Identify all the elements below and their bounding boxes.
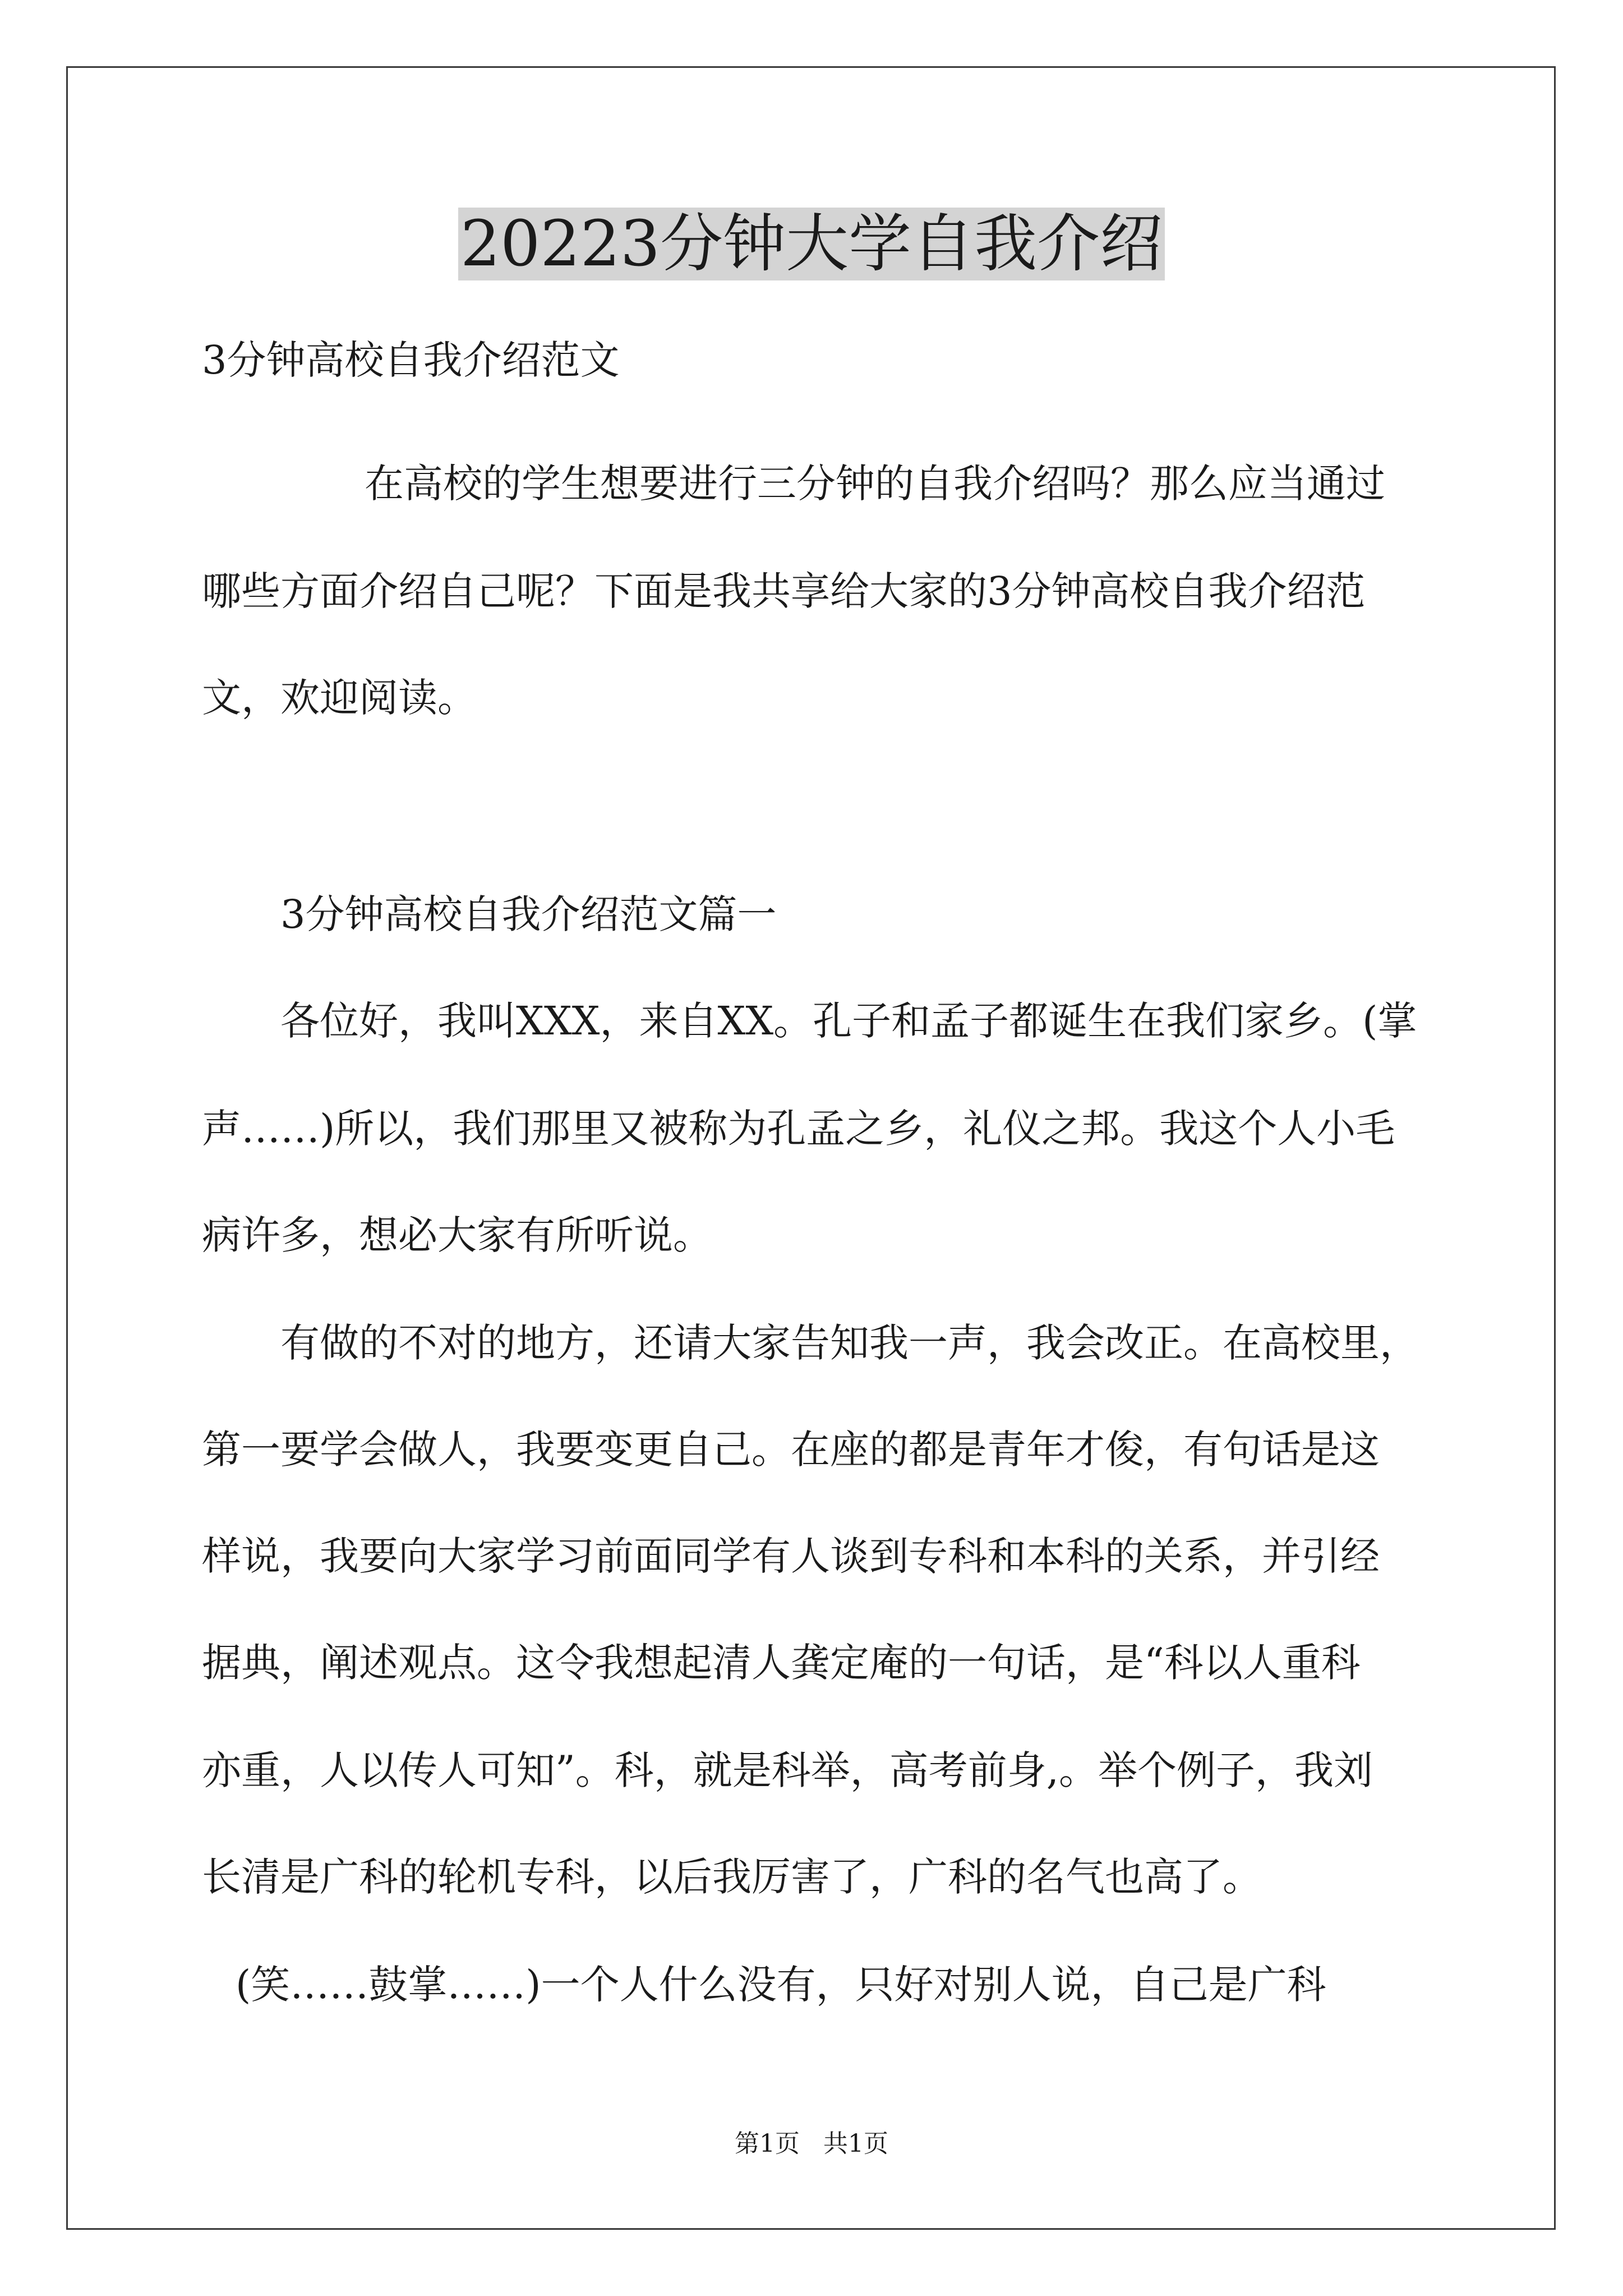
document-title-text: 20223分钟大学自我介绍: [458, 208, 1165, 280]
paragraph-line: 据典，阐述观点。这令我想起清人龚定庵的一句话，是“科以人重科: [202, 1640, 1361, 1686]
subsection-heading: 3分钟高校自我介绍范文篇一: [280, 891, 777, 937]
paragraph-line: 长清是广科的轮机专科，以后我厉害了，广科的名气也高了。: [202, 1854, 1262, 1900]
paragraph-line: 样说，我要向大家学习前面同学有人谈到专科和本科的关系，并引经: [202, 1533, 1380, 1579]
paragraph-line: 第一要学会做人，我要变更自己。在座的都是青年才俊，有句话是这: [202, 1427, 1380, 1473]
paragraph-line: 在高校的学生想要进行三分钟的自我介绍吗？那么应当通过: [365, 461, 1385, 507]
document-title: [0, 199, 1623, 289]
paragraph-line: 各位好，我叫XXX，来自XX。孔子和孟子都诞生在我们家乡。(掌: [280, 998, 1417, 1044]
paragraph-line: (笑……鼓掌……)一个人什么没有，只好对别人说，自己是广科: [236, 1962, 1326, 2008]
paragraph-line: 病许多，想必大家有所听说。: [202, 1212, 712, 1258]
paragraph-line: 文，欢迎阅读。: [202, 675, 477, 721]
paragraph-line: 有做的不对的地方，还请大家告知我一声，我会改正。在高校里，: [280, 1320, 1419, 1366]
paragraph-line: 声……)所以，我们那里又被称为孔孟之乡，礼仪之邦。我这个人小毛: [202, 1106, 1395, 1152]
paragraph-line: 亦重，人以传人可知”。科，就是科举，高考前身,。举个例子，我刘: [202, 1747, 1373, 1793]
paragraph-line: 哪些方面介绍自己呢？下面是我共享给大家的3分钟高校自我介绍范: [202, 568, 1366, 614]
section-heading: 3分钟高校自我介绍范文: [202, 337, 620, 383]
page-footer: 第1页 共1页: [735, 2129, 888, 2158]
